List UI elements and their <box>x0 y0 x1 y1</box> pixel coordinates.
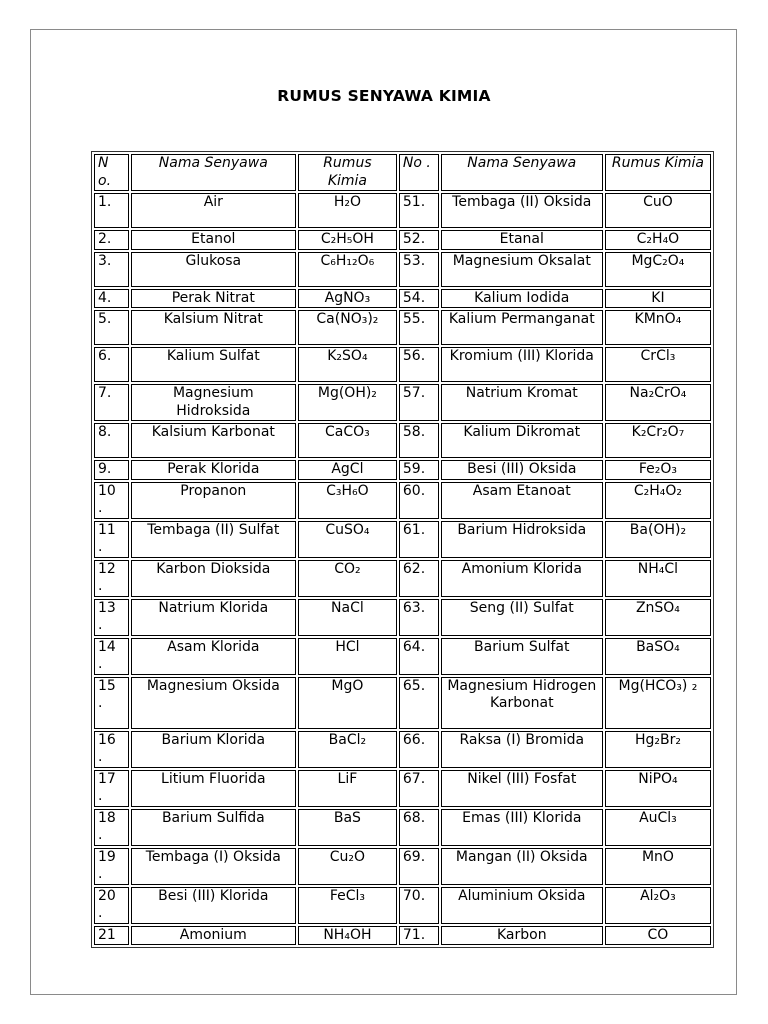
header-formula-left: Rumus Kimia <box>298 154 397 191</box>
row-number-right: 68. <box>399 809 439 846</box>
formula-right: Hg₂Br₂ <box>605 731 711 768</box>
formula-right: Fe₂O₃ <box>605 460 711 480</box>
compound-name-left: Amonium <box>131 926 296 946</box>
row-number-right: 55. <box>399 310 439 345</box>
formula-right: NiPO₄ <box>605 770 711 807</box>
header-no-left: N o. <box>94 154 129 191</box>
formula-left: FeCl₃ <box>298 887 397 924</box>
formula-left: AgNO₃ <box>298 289 397 309</box>
formula-right: MnO <box>605 848 711 885</box>
header-name-right: Nama Senyawa <box>441 154 603 191</box>
row-number-right: 56. <box>399 347 439 382</box>
row-number-right: 61. <box>399 521 439 558</box>
row-number-left: 19 . <box>94 848 129 885</box>
compound-name-right: Tembaga (II) Oksida <box>441 193 603 228</box>
compound-name-left: Asam Klorida <box>131 638 296 675</box>
row-number-left: 5. <box>94 310 129 345</box>
table-row <box>94 230 711 250</box>
compound-name-right: Nikel (III) Fosfat <box>441 770 603 807</box>
table-row <box>94 347 711 382</box>
table-row <box>94 460 711 480</box>
row-number-right: 53. <box>399 252 439 287</box>
row-number-left: 21 <box>94 926 129 946</box>
table-row <box>94 423 711 458</box>
compound-name-right: Magnesium Hidrogen Karbonat <box>441 677 603 729</box>
row-number-left: 15 . <box>94 677 129 729</box>
table-row <box>94 599 711 636</box>
compound-name-right: Kalium Dikromat <box>441 423 603 458</box>
compound-name-left: Tembaga (II) Sulfat <box>131 521 296 558</box>
compound-name-left: Litium Fluorida <box>131 770 296 807</box>
header-formula-right: Rumus Kimia <box>605 154 711 191</box>
row-number-left: 9. <box>94 460 129 480</box>
compound-name-right: Kromium (III) Klorida <box>441 347 603 382</box>
compound-name-right: Kalium Iodida <box>441 289 603 309</box>
chemical-formula-table <box>91 151 714 948</box>
row-number-left: 4. <box>94 289 129 309</box>
formula-left: CO₂ <box>298 560 397 597</box>
table-row <box>94 384 711 421</box>
compound-name-left: Magnesium Oksida <box>131 677 296 729</box>
row-number-right: 59. <box>399 460 439 480</box>
table-row <box>94 770 711 807</box>
row-number-left: 6. <box>94 347 129 382</box>
compound-name-left: Kalsium Nitrat <box>131 310 296 345</box>
table-row <box>94 252 711 287</box>
formula-right: MgC₂O₄ <box>605 252 711 287</box>
header-no-right: No . <box>399 154 439 191</box>
compound-name-right: Kalium Permanganat <box>441 310 603 345</box>
formula-right: KI <box>605 289 711 309</box>
formula-right: C₂H₄O₂ <box>605 482 711 519</box>
formula-right: C₂H₄O <box>605 230 711 250</box>
compound-name-right: Besi (III) Oksida <box>441 460 603 480</box>
compound-name-left: Propanon <box>131 482 296 519</box>
formula-right: AuCl₃ <box>605 809 711 846</box>
compound-name-left: Kalsium Karbonat <box>131 423 296 458</box>
formula-right: CrCl₃ <box>605 347 711 382</box>
row-number-right: 63. <box>399 599 439 636</box>
compound-name-right: Emas (III) Klorida <box>441 809 603 846</box>
table-row <box>94 926 711 946</box>
formula-right: CO <box>605 926 711 946</box>
table-row <box>94 289 711 309</box>
row-number-left: 13 . <box>94 599 129 636</box>
formula-left: C₂H₅OH <box>298 230 397 250</box>
row-number-left: 10 . <box>94 482 129 519</box>
compound-name-right: Raksa (I) Bromida <box>441 731 603 768</box>
compound-name-right: Asam Etanoat <box>441 482 603 519</box>
formula-left: H₂O <box>298 193 397 228</box>
formula-left: C₃H₆O <box>298 482 397 519</box>
row-number-right: 51. <box>399 193 439 228</box>
table-row <box>94 677 711 729</box>
formula-left: NH₄OH <box>298 926 397 946</box>
table-row <box>94 731 711 768</box>
table-row <box>94 887 711 924</box>
compound-name-right: Natrium Kromat <box>441 384 603 421</box>
formula-left: MgO <box>298 677 397 729</box>
formula-left: LiF <box>298 770 397 807</box>
compound-name-left: Natrium Klorida <box>131 599 296 636</box>
row-number-left: 1. <box>94 193 129 228</box>
compound-name-left: Barium Klorida <box>131 731 296 768</box>
formula-right: Ba(OH)₂ <box>605 521 711 558</box>
compound-name-left: Magnesium Hidroksida <box>131 384 296 421</box>
compound-name-left: Tembaga (I) Oksida <box>131 848 296 885</box>
row-number-right: 60. <box>399 482 439 519</box>
formula-right: ZnSO₄ <box>605 599 711 636</box>
row-number-left: 11 . <box>94 521 129 558</box>
row-number-left: 12 . <box>94 560 129 597</box>
table-header <box>94 154 711 191</box>
compound-name-right: Aluminium Oksida <box>441 887 603 924</box>
table-row <box>94 560 711 597</box>
formula-right: KMnO₄ <box>605 310 711 345</box>
compound-name-right: Barium Hidroksida <box>441 521 603 558</box>
row-number-right: 66. <box>399 731 439 768</box>
row-number-right: 57. <box>399 384 439 421</box>
table-row <box>94 638 711 675</box>
formula-left: BaCl₂ <box>298 731 397 768</box>
compound-name-left: Glukosa <box>131 252 296 287</box>
formula-left: CaCO₃ <box>298 423 397 458</box>
table-row <box>94 521 711 558</box>
formula-left: Mg(OH)₂ <box>298 384 397 421</box>
formula-left: Cu₂O <box>298 848 397 885</box>
formula-left: AgCl <box>298 460 397 480</box>
compound-name-left: Perak Nitrat <box>131 289 296 309</box>
formula-right: Na₂CrO₄ <box>605 384 711 421</box>
formula-right: K₂Cr₂O₇ <box>605 423 711 458</box>
formula-right: BaSO₄ <box>605 638 711 675</box>
compound-name-right: Karbon <box>441 926 603 946</box>
row-number-left: 8. <box>94 423 129 458</box>
table-row <box>94 809 711 846</box>
row-number-right: 54. <box>399 289 439 309</box>
table-row <box>94 482 711 519</box>
compound-name-left: Besi (III) Klorida <box>131 887 296 924</box>
compound-name-right: Barium Sulfat <box>441 638 603 675</box>
formula-left: K₂SO₄ <box>298 347 397 382</box>
document-title: RUMUS SENYAWA KIMIA <box>277 87 491 105</box>
table-row <box>94 193 711 228</box>
table-row <box>94 848 711 885</box>
row-number-left: 18 . <box>94 809 129 846</box>
formula-left: Ca(NO₃)₂ <box>298 310 397 345</box>
row-number-left: 17 . <box>94 770 129 807</box>
row-number-left: 3. <box>94 252 129 287</box>
row-number-left: 14 . <box>94 638 129 675</box>
row-number-right: 70. <box>399 887 439 924</box>
formula-left: HCl <box>298 638 397 675</box>
compound-name-left: Barium Sulfida <box>131 809 296 846</box>
row-number-left: 7. <box>94 384 129 421</box>
row-number-right: 58. <box>399 423 439 458</box>
row-number-right: 65. <box>399 677 439 729</box>
formula-left: BaS <box>298 809 397 846</box>
row-number-left: 20 . <box>94 887 129 924</box>
row-number-right: 52. <box>399 230 439 250</box>
compound-name-left: Kalium Sulfat <box>131 347 296 382</box>
compound-name-right: Etanal <box>441 230 603 250</box>
row-number-right: 67. <box>399 770 439 807</box>
formula-right: Mg(HCO₃) ₂ <box>605 677 711 729</box>
compound-name-left: Perak Klorida <box>131 460 296 480</box>
row-number-left: 16 . <box>94 731 129 768</box>
row-number-right: 62. <box>399 560 439 597</box>
table-row <box>94 310 711 345</box>
row-number-right: 64. <box>399 638 439 675</box>
compound-name-right: Seng (II) Sulfat <box>441 599 603 636</box>
row-number-right: 71. <box>399 926 439 946</box>
compound-name-left: Air <box>131 193 296 228</box>
formula-left: NaCl <box>298 599 397 636</box>
formula-right: CuO <box>605 193 711 228</box>
formula-right: NH₄Cl <box>605 560 711 597</box>
compound-name-right: Mangan (II) Oksida <box>441 848 603 885</box>
header-row <box>94 154 711 191</box>
row-number-right: 69. <box>399 848 439 885</box>
header-name-left: Nama Senyawa <box>131 154 296 191</box>
compound-name-left: Karbon Dioksida <box>131 560 296 597</box>
formula-left: C₆H₁₂O₆ <box>298 252 397 287</box>
compound-name-right: Magnesium Oksalat <box>441 252 603 287</box>
table-body <box>94 193 711 945</box>
compound-name-right: Amonium Klorida <box>441 560 603 597</box>
compound-name-left: Etanol <box>131 230 296 250</box>
formula-left: CuSO₄ <box>298 521 397 558</box>
formula-right: Al₂O₃ <box>605 887 711 924</box>
row-number-left: 2. <box>94 230 129 250</box>
